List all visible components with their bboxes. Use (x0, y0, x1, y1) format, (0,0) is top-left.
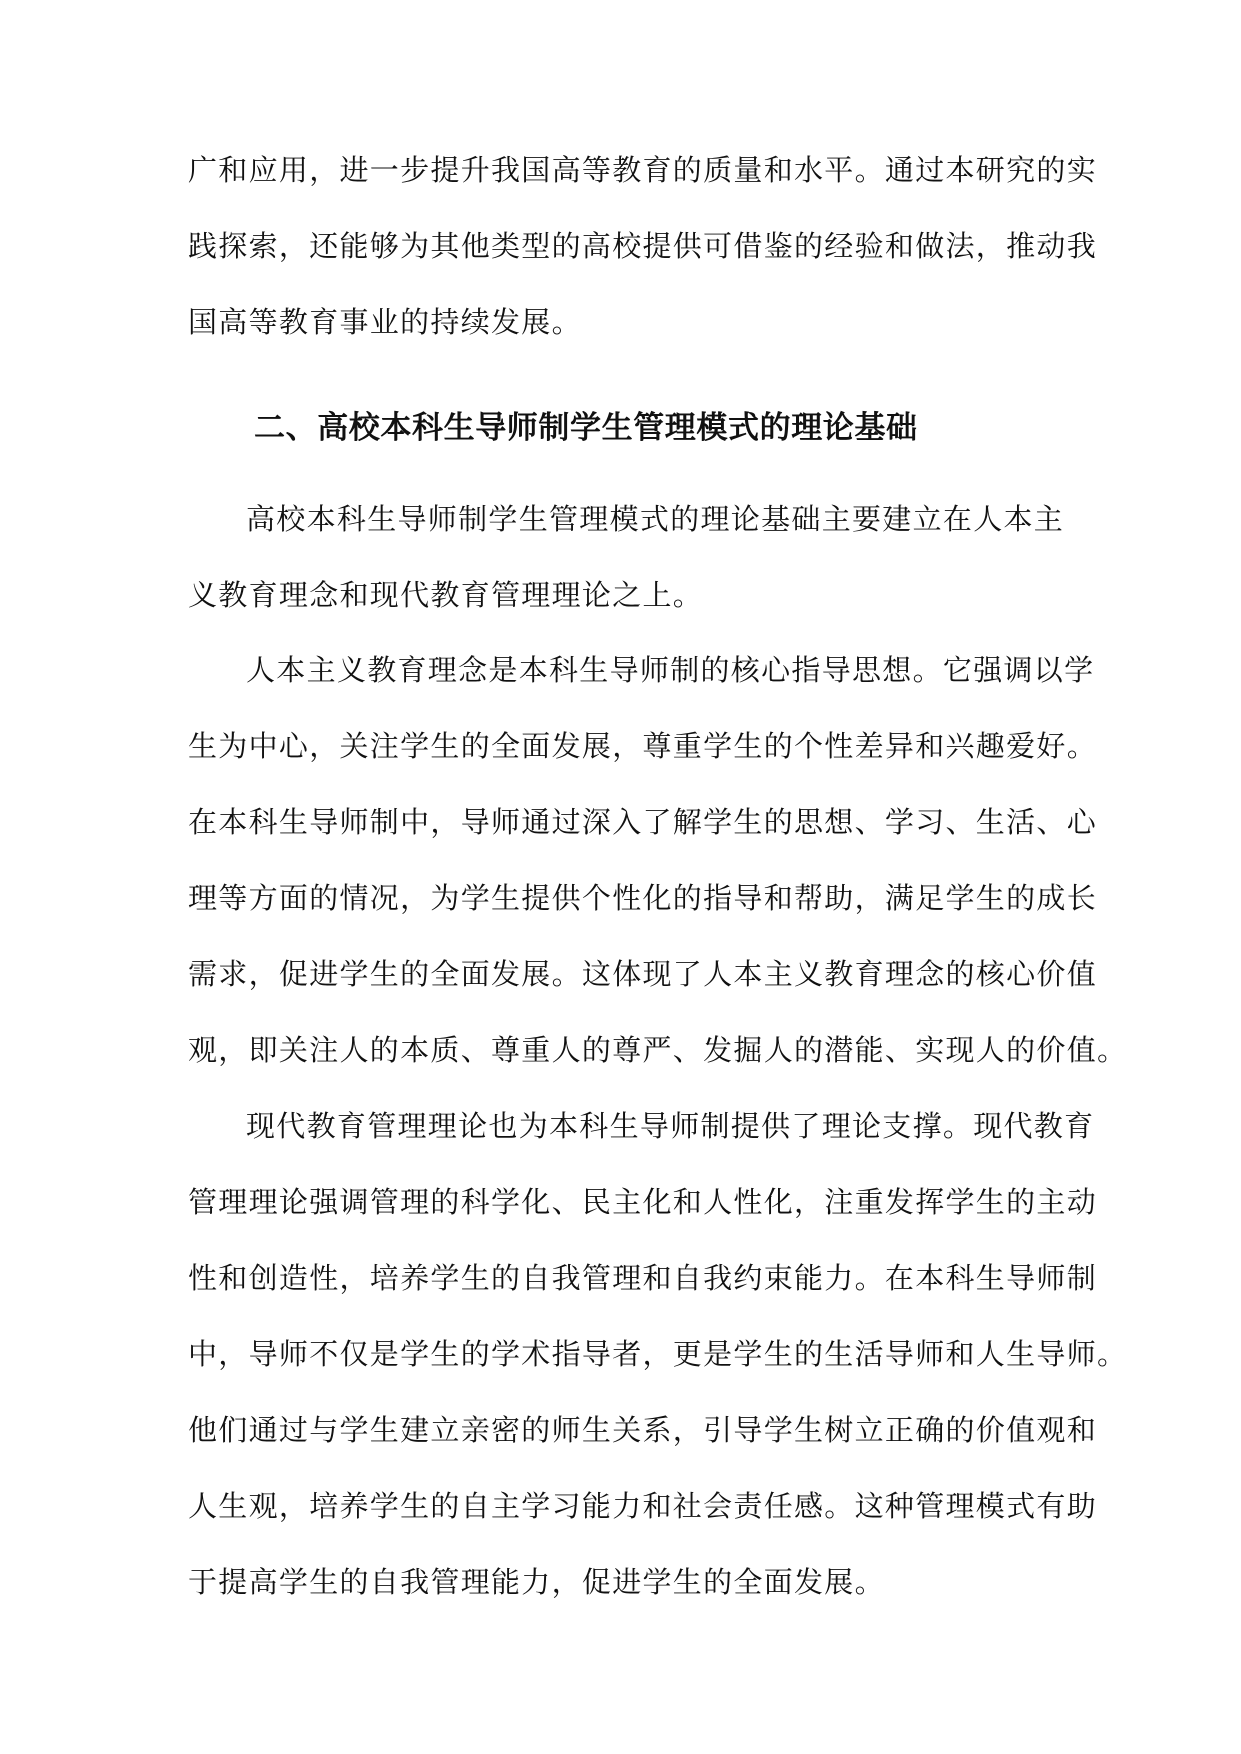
text-line: 观，即关注人的本质、尊重人的尊严、发掘人的潜能、实现人的价值。 (188, 1033, 1128, 1067)
text-line: 义教育理念和现代教育管理理论之上。 (188, 578, 704, 612)
text-line: 在本科生导师制中，导师通过深入了解学生的思想、学习、生活、心 (188, 805, 1098, 839)
text-line: 管理理论强调管理的科学化、民主化和人性化，注重发挥学生的主动 (188, 1185, 1098, 1219)
text-line: 他们通过与学生建立亲密的师生关系，引导学生树立正确的价值观和 (188, 1413, 1098, 1447)
text-line: 需求，促进学生的全面发展。这体现了人本主义教育理念的核心价值 (188, 957, 1098, 991)
text-line: 人生观，培养学生的自主学习能力和社会责任感。这种管理模式有助 (188, 1489, 1098, 1523)
text-line: 于提高学生的自我管理能力，促进学生的全面发展。 (188, 1565, 885, 1599)
text-line: 国高等教育事业的持续发展。 (188, 305, 582, 339)
text-line: 广和应用，进一步提升我国高等教育的质量和水平。通过本研究的实 (188, 153, 1098, 187)
text-line: 人本主义教育理念是本科生导师制的核心指导思想。它强调以学 (246, 653, 1095, 687)
text-line: 理等方面的情况，为学生提供个性化的指导和帮助，满足学生的成长 (188, 881, 1098, 915)
text-line: 性和创造性，培养学生的自我管理和自我约束能力。在本科生导师制 (188, 1261, 1098, 1295)
section-heading: 二、高校本科生导师制学生管理模式的理论基础 (254, 410, 918, 446)
text-line: 践探索，还能够为其他类型的高校提供可借鉴的经验和做法，推动我 (188, 229, 1098, 263)
text-line: 中，导师不仅是学生的学术指导者，更是学生的生活导师和人生导师。 (188, 1337, 1128, 1371)
text-line: 高校本科生导师制学生管理模式的理论基础主要建立在人本主 (246, 502, 1065, 536)
text-line: 生为中心，关注学生的全面发展，尊重学生的个性差异和兴趣爱好。 (188, 729, 1098, 763)
text-line: 现代教育管理理论也为本科生导师制提供了理论支撑。现代教育 (246, 1109, 1095, 1143)
